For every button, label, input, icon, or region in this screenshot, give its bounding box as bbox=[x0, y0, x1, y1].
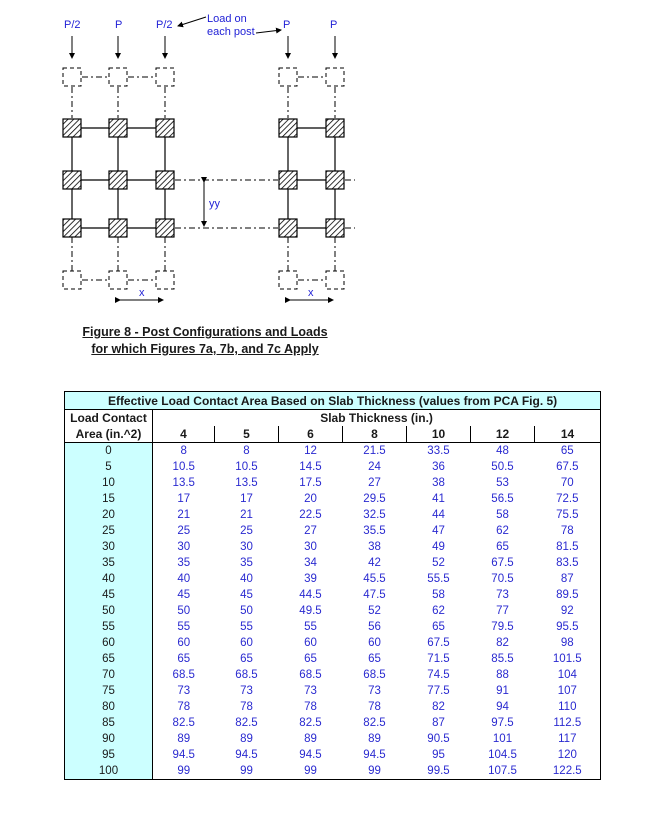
value-cell: 25 bbox=[240, 525, 253, 537]
area-cell: 90 bbox=[65, 731, 153, 747]
value-cell: 30 bbox=[304, 541, 317, 553]
value-cell: 73 bbox=[240, 685, 253, 697]
table-row bbox=[65, 763, 601, 780]
value-cell: 30 bbox=[240, 541, 253, 553]
value-cell: 107 bbox=[535, 683, 601, 699]
dimension-yy-label: yy bbox=[209, 198, 220, 210]
area-cell: 10 bbox=[65, 475, 153, 491]
table-row bbox=[65, 651, 601, 667]
value-cell: 32.5 bbox=[363, 509, 386, 521]
value-cell: 62 bbox=[432, 605, 445, 617]
value-cell: 112.5 bbox=[535, 715, 601, 731]
value-cell: 60 bbox=[368, 637, 381, 649]
value-cell: 17 bbox=[177, 493, 191, 505]
value-cell: 120 bbox=[535, 747, 601, 763]
area-cell: 0 bbox=[65, 443, 153, 460]
area-cell: 45 bbox=[65, 587, 153, 603]
area-cell: 55 bbox=[65, 619, 153, 635]
value-cell: 65 bbox=[496, 541, 509, 553]
value-cell: 22.5 bbox=[299, 509, 322, 521]
figure-caption-line1: Figure 8 - Post Configurations and Loads bbox=[82, 325, 328, 339]
value-cell: 90.5 bbox=[427, 733, 450, 745]
area-cell: 25 bbox=[65, 523, 153, 539]
header-slab-thickness-label: Slab Thickness (in.) bbox=[320, 411, 433, 425]
value-cell: 49 bbox=[432, 541, 445, 553]
value-cell: 77 bbox=[496, 605, 509, 617]
area-cell: 85 bbox=[65, 715, 153, 731]
value-cell: 50 bbox=[240, 605, 253, 617]
table-row bbox=[65, 635, 601, 651]
post-configuration-diagram bbox=[0, 0, 664, 310]
table-row bbox=[65, 571, 601, 587]
value-cell: 67.5 bbox=[427, 637, 450, 649]
value-cell: 55 bbox=[240, 621, 253, 633]
value-cell: 82.5 bbox=[363, 717, 386, 729]
area-cell: 30 bbox=[65, 539, 153, 555]
value-cell: 20 bbox=[304, 493, 317, 505]
value-cell: 67.5 bbox=[491, 557, 514, 569]
value-cell: 78 bbox=[368, 701, 381, 713]
value-cell: 82.5 bbox=[172, 717, 195, 729]
value-cell: 82.5 bbox=[299, 717, 322, 729]
thickness-header-6: 6 bbox=[279, 426, 343, 443]
value-cell: 55 bbox=[304, 621, 317, 633]
table-row bbox=[65, 555, 601, 571]
area-cell: 15 bbox=[65, 491, 153, 507]
value-cell: 87 bbox=[432, 717, 445, 729]
value-cell: 98 bbox=[535, 635, 601, 651]
header-area-line2: Area (in.^2) bbox=[65, 426, 153, 443]
value-cell: 8 bbox=[243, 445, 250, 457]
value-cell: 81.5 bbox=[535, 539, 601, 555]
value-cell: 88 bbox=[496, 669, 509, 681]
value-cell: 78 bbox=[240, 701, 253, 713]
area-cell: 80 bbox=[65, 699, 153, 715]
value-cell: 14.5 bbox=[299, 461, 322, 473]
value-cell: 104 bbox=[535, 667, 601, 683]
value-cell: 60 bbox=[177, 637, 191, 649]
dimension-x-left-label: x bbox=[139, 287, 145, 299]
load-note-line1: Load on bbox=[207, 13, 247, 25]
value-cell: 21 bbox=[177, 509, 191, 521]
value-cell: 70 bbox=[535, 475, 601, 491]
value-cell: 70.5 bbox=[491, 573, 514, 585]
value-cell: 36 bbox=[432, 461, 445, 473]
value-cell: 97.5 bbox=[491, 717, 514, 729]
value-cell: 40 bbox=[177, 573, 191, 585]
value-cell: 60 bbox=[304, 637, 317, 649]
value-cell: 17.5 bbox=[299, 477, 322, 489]
value-cell: 82.5 bbox=[235, 717, 258, 729]
value-cell: 95 bbox=[432, 749, 445, 761]
value-cell: 122.5 bbox=[535, 763, 601, 780]
area-cell: 100 bbox=[65, 763, 153, 780]
value-cell: 55 bbox=[177, 621, 191, 633]
value-cell: 21 bbox=[240, 509, 253, 521]
value-cell: 82 bbox=[432, 701, 445, 713]
value-cell: 91 bbox=[496, 685, 509, 697]
thickness-header-10: 10 bbox=[407, 426, 471, 443]
table-row bbox=[65, 747, 601, 763]
load-label-left-2: P bbox=[115, 19, 123, 31]
value-cell: 65 bbox=[432, 621, 445, 633]
value-cell: 56 bbox=[368, 621, 381, 633]
table-row bbox=[65, 539, 601, 555]
value-cell: 35.5 bbox=[363, 525, 386, 537]
area-cell: 50 bbox=[65, 603, 153, 619]
value-cell: 107.5 bbox=[471, 763, 535, 780]
value-cell: 65 bbox=[240, 653, 253, 665]
table-row bbox=[65, 475, 601, 491]
value-cell: 78 bbox=[177, 701, 191, 713]
value-cell: 77.5 bbox=[427, 685, 450, 697]
thickness-header-5: 5 bbox=[215, 426, 279, 443]
value-cell: 73 bbox=[496, 589, 509, 601]
area-cell: 40 bbox=[65, 571, 153, 587]
value-cell: 73 bbox=[368, 685, 381, 697]
value-cell: 89 bbox=[304, 733, 317, 745]
area-cell: 35 bbox=[65, 555, 153, 571]
value-cell: 48 bbox=[496, 445, 509, 457]
value-cell: 40 bbox=[240, 573, 253, 585]
value-cell: 94.5 bbox=[172, 749, 195, 761]
thickness-header-8: 8 bbox=[343, 426, 407, 443]
value-cell: 53 bbox=[496, 477, 509, 489]
value-cell: 27 bbox=[368, 477, 381, 489]
value-cell: 33.5 bbox=[427, 445, 450, 457]
value-cell: 17 bbox=[240, 493, 253, 505]
area-cell: 75 bbox=[65, 683, 153, 699]
value-cell: 94 bbox=[496, 701, 509, 713]
value-cell: 68.5 bbox=[363, 669, 386, 681]
load-label-left-1: P/2 bbox=[64, 19, 81, 31]
value-cell: 101 bbox=[492, 733, 513, 745]
value-cell: 38 bbox=[368, 541, 381, 553]
value-cell: 58 bbox=[432, 589, 445, 601]
thickness-header-14: 14 bbox=[535, 426, 601, 443]
value-cell: 83.5 bbox=[535, 555, 601, 571]
value-cell: 45 bbox=[240, 589, 253, 601]
area-cell: 65 bbox=[65, 651, 153, 667]
contact-area-table bbox=[64, 391, 601, 780]
value-cell: 73 bbox=[177, 685, 191, 697]
value-cell: 99 bbox=[153, 763, 215, 780]
value-cell: 50 bbox=[177, 605, 191, 617]
value-cell: 89.5 bbox=[535, 587, 601, 603]
thickness-header-4: 4 bbox=[153, 426, 215, 443]
value-cell: 62 bbox=[496, 525, 509, 537]
area-cell: 20 bbox=[65, 507, 153, 523]
table-row bbox=[65, 667, 601, 683]
table-row bbox=[65, 731, 601, 747]
area-cell: 95 bbox=[65, 747, 153, 763]
value-cell: 99 bbox=[215, 763, 279, 780]
value-cell: 35 bbox=[177, 557, 191, 569]
value-cell: 89 bbox=[368, 733, 381, 745]
value-cell: 13.5 bbox=[235, 477, 258, 489]
value-cell: 55.5 bbox=[427, 573, 450, 585]
value-cell: 87 bbox=[535, 571, 601, 587]
value-cell: 94.5 bbox=[363, 749, 386, 761]
value-cell: 35 bbox=[240, 557, 253, 569]
header-slab-thickness bbox=[153, 410, 601, 427]
value-cell: 30 bbox=[177, 541, 191, 553]
value-cell: 25 bbox=[177, 525, 191, 537]
value-cell: 10.5 bbox=[172, 461, 195, 473]
value-cell: 94.5 bbox=[299, 749, 322, 761]
value-cell: 67.5 bbox=[535, 459, 601, 475]
value-cell: 44.5 bbox=[299, 589, 322, 601]
value-cell: 50.5 bbox=[491, 461, 514, 473]
table-row bbox=[65, 491, 601, 507]
table-row bbox=[65, 459, 601, 475]
load-label-left-3: P/2 bbox=[156, 19, 173, 31]
value-cell: 13.5 bbox=[172, 477, 195, 489]
value-cell: 52 bbox=[368, 605, 381, 617]
value-cell: 74.5 bbox=[427, 669, 450, 681]
value-cell: 60 bbox=[240, 637, 253, 649]
value-cell: 52 bbox=[432, 557, 445, 569]
value-cell: 58 bbox=[496, 509, 509, 521]
table-title: Effective Load Contact Area Based on Slab Thickness (values from PCA Fig. 5) bbox=[65, 392, 601, 410]
load-note-line2: each post bbox=[207, 26, 255, 38]
value-cell: 85.5 bbox=[491, 653, 514, 665]
value-cell: 99 bbox=[343, 763, 407, 780]
value-cell: 117 bbox=[535, 731, 601, 747]
value-cell: 65 bbox=[535, 443, 601, 460]
value-cell: 78 bbox=[535, 523, 601, 539]
table-row bbox=[65, 587, 601, 603]
table-row bbox=[65, 619, 601, 635]
value-cell: 89 bbox=[177, 733, 191, 745]
dimension-x-right-label: x bbox=[308, 287, 314, 299]
value-cell: 12 bbox=[304, 445, 317, 457]
value-cell: 68.5 bbox=[172, 669, 195, 681]
value-cell: 47 bbox=[432, 525, 445, 537]
figure-caption-line2: for which Figures 7a, 7b, and 7c Apply bbox=[91, 342, 319, 356]
value-cell: 34 bbox=[304, 557, 317, 569]
value-cell: 104.5 bbox=[488, 749, 517, 761]
value-cell: 47.5 bbox=[363, 589, 386, 601]
value-cell: 56.5 bbox=[491, 493, 514, 505]
table-row bbox=[65, 507, 601, 523]
value-cell: 45 bbox=[177, 589, 191, 601]
value-cell: 101.5 bbox=[535, 651, 601, 667]
value-cell: 10.5 bbox=[235, 461, 258, 473]
table-row bbox=[65, 523, 601, 539]
table-row bbox=[65, 715, 601, 731]
value-cell: 65 bbox=[304, 653, 317, 665]
value-cell: 44 bbox=[432, 509, 445, 521]
table-row bbox=[65, 683, 601, 699]
header-area-line1: Load Contact bbox=[65, 410, 153, 427]
value-cell: 73 bbox=[304, 685, 317, 697]
value-cell: 78 bbox=[304, 701, 317, 713]
value-cell: 42 bbox=[368, 557, 381, 569]
value-cell: 82 bbox=[496, 637, 509, 649]
value-cell: 68.5 bbox=[235, 669, 258, 681]
value-cell: 8 bbox=[180, 445, 187, 457]
table-row bbox=[65, 699, 601, 715]
area-cell: 5 bbox=[65, 459, 153, 475]
value-cell: 75.5 bbox=[535, 507, 601, 523]
table-row bbox=[65, 603, 601, 619]
value-cell: 24 bbox=[368, 461, 381, 473]
load-label-right-1: P bbox=[283, 19, 291, 31]
value-cell: 65 bbox=[368, 653, 381, 665]
value-cell: 21.5 bbox=[363, 445, 386, 457]
table-row bbox=[65, 443, 601, 460]
value-cell: 68.5 bbox=[299, 669, 322, 681]
value-cell: 72.5 bbox=[535, 491, 601, 507]
value-cell: 94.5 bbox=[235, 749, 258, 761]
value-cell: 99 bbox=[279, 763, 343, 780]
value-cell: 29.5 bbox=[363, 493, 386, 505]
value-cell: 38 bbox=[432, 477, 445, 489]
value-cell: 65 bbox=[177, 653, 191, 665]
load-label-right-2: P bbox=[330, 19, 338, 31]
value-cell: 89 bbox=[240, 733, 253, 745]
value-cell: 41 bbox=[432, 493, 445, 505]
thickness-header-12: 12 bbox=[471, 426, 535, 443]
value-cell: 45.5 bbox=[363, 573, 386, 585]
value-cell: 110 bbox=[535, 699, 601, 715]
area-cell: 60 bbox=[65, 635, 153, 651]
value-cell: 27 bbox=[304, 525, 317, 537]
value-cell: 79.5 bbox=[491, 621, 514, 633]
area-cell: 70 bbox=[65, 667, 153, 683]
value-cell: 71.5 bbox=[427, 653, 450, 665]
value-cell: 49.5 bbox=[299, 605, 322, 617]
value-cell: 99.5 bbox=[407, 763, 471, 780]
value-cell: 95.5 bbox=[535, 619, 601, 635]
value-cell: 92 bbox=[535, 603, 601, 619]
value-cell: 39 bbox=[304, 573, 317, 585]
